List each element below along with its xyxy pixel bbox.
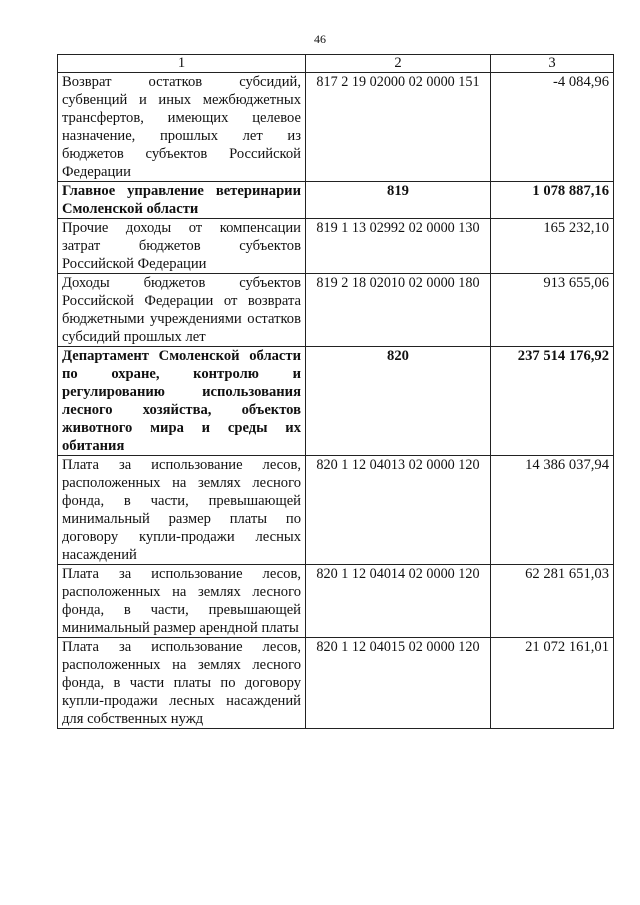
row-amount: 165 232,10	[491, 219, 614, 274]
row-amount: 1 078 887,16	[491, 182, 614, 219]
table-header-row	[58, 55, 614, 73]
table-row	[58, 638, 614, 729]
column-header-2: 2	[306, 55, 491, 73]
row-description: Плата за использование лесов, расположенных на землях лесного фонда, в части, превышающей минимальный размер арендной платы	[58, 565, 306, 638]
table-row	[58, 274, 614, 347]
row-amount: 21 072 161,01	[491, 638, 614, 729]
row-amount: 913 655,06	[491, 274, 614, 347]
row-description: Доходы бюджетов субъектов Российской Федерации от возврата бюджетными учреждениями остатков субсидий прошлых лет	[58, 274, 306, 347]
row-code: 817 2 19 02000 02 0000 151	[306, 73, 491, 182]
row-code: 819 1 13 02992 02 0000 130	[306, 219, 491, 274]
table-row	[58, 73, 614, 182]
row-amount: 62 281 651,03	[491, 565, 614, 638]
revenue-table	[57, 54, 614, 729]
row-description: Плата за использование лесов, расположенных на землях лесного фонда, в части платы по договору купли-продажи лесных насаждений для собственных нужд	[58, 638, 306, 729]
row-description: Главное управление ветеринарии Смоленской области	[58, 182, 306, 219]
table-row-section-header	[58, 182, 614, 219]
row-amount: -4 084,96	[491, 73, 614, 182]
column-header-1: 1	[58, 55, 306, 73]
row-code: 819 2 18 02010 02 0000 180	[306, 274, 491, 347]
table-row	[58, 456, 614, 565]
row-description: Прочие доходы от компенсации затрат бюджетов субъектов Российской Федерации	[58, 219, 306, 274]
row-amount: 14 386 037,94	[491, 456, 614, 565]
row-code: 820	[306, 347, 491, 456]
row-description: Возврат остатков субсидий, субвенций и иных межбюджетных трансфертов, имеющих целевое назначение, прошлых лет из бюджетов субъектов Российской Федерации	[58, 73, 306, 182]
table-row	[58, 565, 614, 638]
row-amount: 237 514 176,92	[491, 347, 614, 456]
row-code: 819	[306, 182, 491, 219]
page-number: 46	[314, 32, 326, 46]
row-code: 820 1 12 04013 02 0000 120	[306, 456, 491, 565]
column-header-3: 3	[491, 55, 614, 73]
table-row	[58, 219, 614, 274]
row-description: Департамент Смоленской области по охране, контролю и регулированию использования лесного хозяйства, объектов животного мира и среды их обитания	[58, 347, 306, 456]
table-row-section-header	[58, 347, 614, 456]
row-code: 820 1 12 04015 02 0000 120	[306, 638, 491, 729]
row-code: 820 1 12 04014 02 0000 120	[306, 565, 491, 638]
row-description: Плата за использование лесов, расположенных на землях лесного фонда, в части, превышающей минимальный размер платы по договору купли-продажи лесных насаждений	[58, 456, 306, 565]
